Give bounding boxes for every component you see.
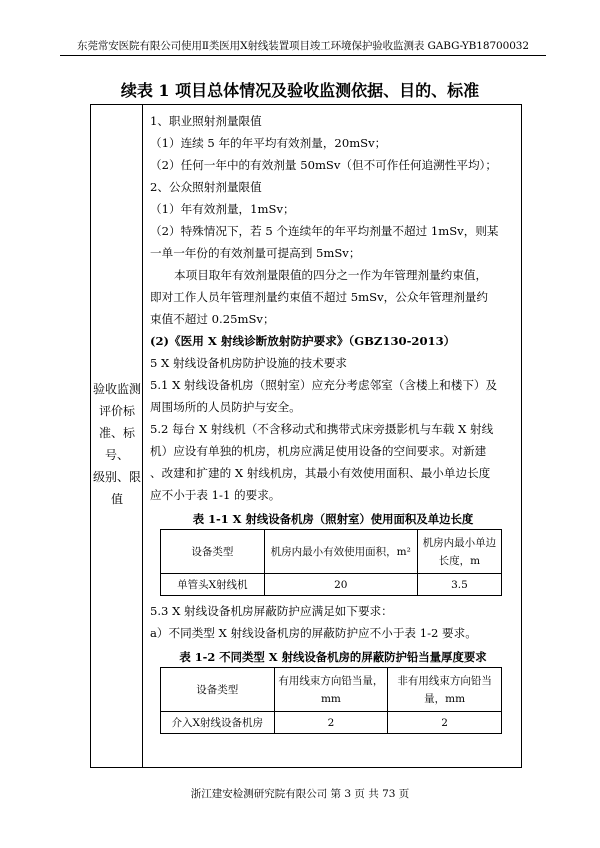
criteria-label-line: 评价标	[98, 404, 135, 418]
table-header-cell: 有用线束方向铅当量，mm	[274, 668, 388, 712]
table-caption: 表 1-1 X 射线设备机房（照射室）使用面积及单边长度	[192, 512, 474, 526]
text-line: 、改建和扩建的 X 射线机房，其最小有效使用面积、最小单边长度	[150, 466, 491, 480]
text-line: 一单一年份的有效剂量可提高到 5mSv；	[150, 246, 361, 260]
shielding-table	[160, 667, 502, 734]
text-line: a）不同类型 X 射线设备机房的屏蔽防护应不小于表 1-2 要求。	[150, 626, 477, 640]
text-line: 应不小于表 1-1 的要求。	[150, 488, 281, 502]
table-header-cell: 机房内最小有效使用面积，m²	[264, 530, 417, 574]
criteria-label-line: 值	[110, 492, 123, 506]
table-caption: 表 1-2 不同类型 X 射线设备机房的屏蔽防护铅当量厚度要求	[179, 650, 487, 664]
room-area-table	[160, 529, 502, 596]
table-cell: 20	[264, 574, 417, 596]
criteria-content	[150, 110, 516, 734]
text-line: 束值不超过 0.25mSv；	[150, 312, 275, 326]
column-divider	[142, 104, 143, 768]
table-cell: 介入X射线设备机房	[161, 712, 275, 734]
page-header: 东莞常安医院有限公司使用Ⅱ类医用Ⅹ射线装置项目竣工环境保护验收监测表 GABG-YB18700032	[77, 40, 529, 52]
table-cell: 3.5	[417, 574, 501, 596]
text-line: 5 X 射线设备机房防护设施的技术要求	[150, 356, 347, 370]
criteria-label-line: 验收监测	[92, 382, 141, 396]
table-cell: 2	[274, 712, 388, 734]
criteria-label	[92, 378, 142, 510]
text-line: 5.2 每台 X 射线机（不含移动式和携带式床旁摄影机与车载 X 射线	[150, 422, 494, 436]
text-line: 本项目取年有效剂量限值的四分之一作为年管理剂量约束值，	[174, 268, 488, 282]
text-line: （2）任何一年中的有效剂量 50mSv（但不可作任何追溯性平均）；	[150, 158, 497, 172]
table-header-cell: 设备类型	[161, 530, 265, 574]
text-line: 即对工作人员年管理剂量约束值不超过 5mSv，公众年管理剂量约	[150, 290, 488, 304]
text-line: 周围场所的人员防护与安全。	[150, 400, 301, 414]
table-header-cell: 机房内最小单边长度，m	[417, 530, 501, 574]
text-line: （1）年有效剂量，1mSv；	[150, 202, 295, 216]
page-title: 续表 1 项目总体情况及验收监测依据、目的、标准	[120, 81, 480, 100]
criteria-label-line: 级别、限	[92, 470, 141, 484]
text-line: （1）连续 5 年的年平均有效剂量，20mSv；	[150, 136, 387, 150]
text-line: 5.3 X 射线设备机房屏蔽防护应满足如下要求：	[150, 604, 393, 618]
text-line: 机）应设有单独的机房，机房应满足使用设备的空间要求。对新建	[150, 444, 487, 458]
page-footer: 浙江建安检测研究院有限公司 第 3 页 共 73 页	[190, 788, 410, 800]
table-cell: 2	[388, 712, 502, 734]
section-heading: 2、公众照射剂量限值	[150, 180, 262, 194]
table-cell: 单管头X射线机	[161, 574, 265, 596]
table-header-cell: 设备类型	[161, 668, 275, 712]
standard-heading: (2)《医用 X 射线诊断放射防护要求》（GBZ130-2013）	[150, 334, 456, 348]
section-heading: 1、职业照射剂量限值	[150, 114, 262, 128]
table-header-cell: 非有用线束方向铅当量，mm	[388, 668, 502, 712]
text-line: （2）特殊情况下，若 5 个连续年的年平均剂量不超过 1mSv，则某	[150, 224, 499, 238]
criteria-label-line: 准、标号、	[98, 426, 135, 462]
header-rule	[60, 55, 546, 56]
text-line: 5.1 X 射线设备机房（照射室）应充分考虑邻室（含楼上和楼下）及	[150, 378, 498, 392]
